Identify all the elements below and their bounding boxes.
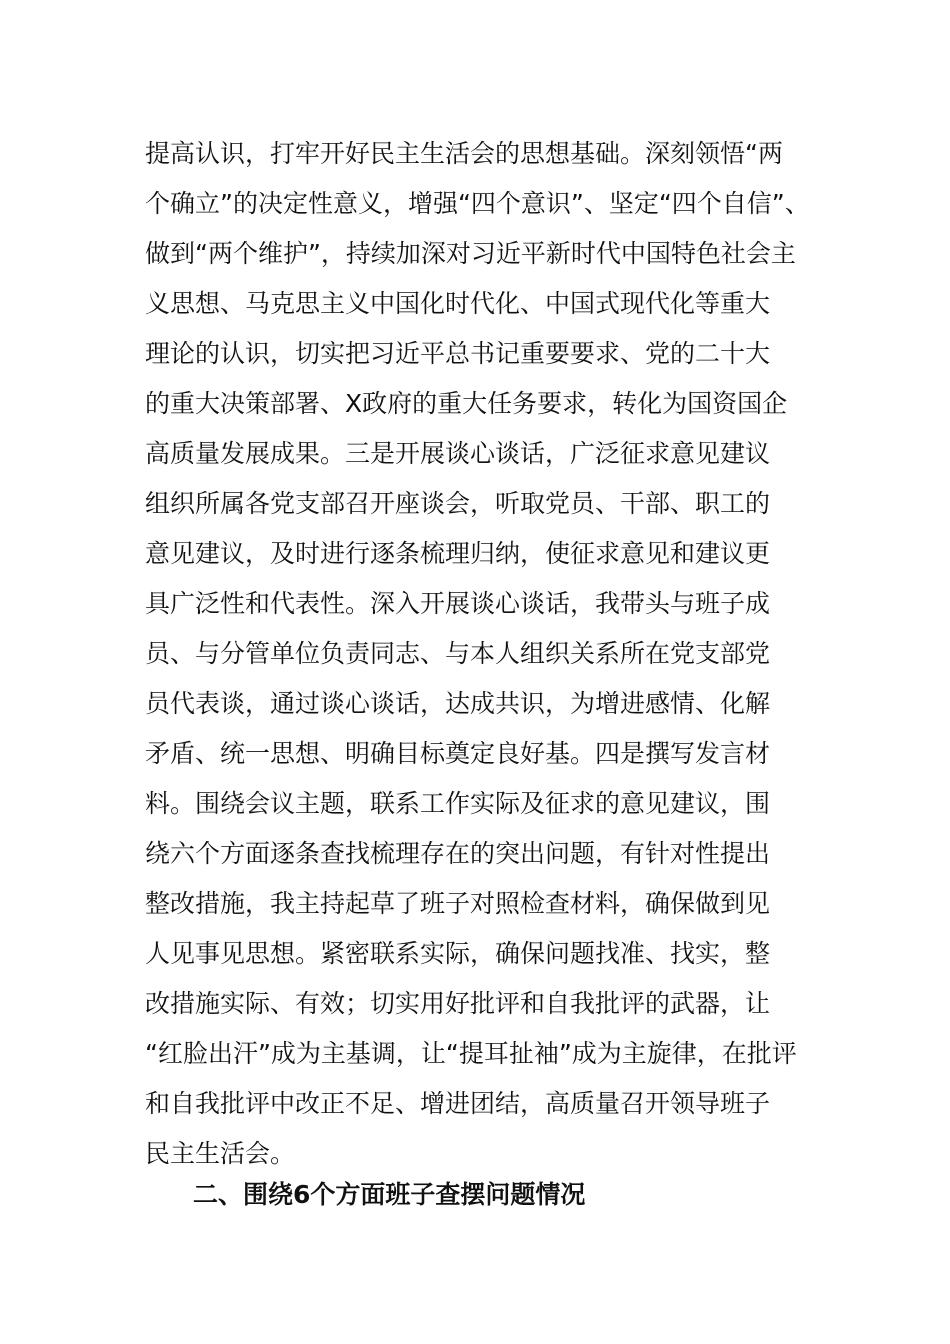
- text-line: 和自我批评中改正不足、增进团结，高质量召开领导班子: [145, 1089, 771, 1118]
- text-line: 员代表谈，通过谈心谈话，达成共识，为增进感情、化解: [145, 689, 771, 718]
- text-line: 具广泛性和代表性。深入开展谈心谈话，我带头与班子成: [145, 589, 771, 618]
- text-line: 矛盾、统一思想、明确目标奠定良好基。四是撰写发言材: [145, 739, 771, 768]
- text-line: “红脸出汗”成为主基调，让“提耳扯袖”成为主旋律，在批评: [145, 1039, 797, 1068]
- text-line: 理论的认识，切实把习近平总书记重要要求、党的二十大: [145, 339, 771, 368]
- text-line: 人见事见思想。紧密联系实际，确保问题找准、找实，整: [145, 939, 771, 968]
- text-line: 料。围绕会议主题，联系工作实际及征求的意见建议，围: [145, 789, 771, 818]
- text-line: 义思想、马克思主义中国化时代化、中国式现代化等重大: [145, 289, 771, 318]
- text-line: 高质量发展成果。三是开展谈心谈话，广泛征求意见建议: [145, 439, 771, 468]
- text-line: 整改措施，我主持起草了班子对照检查材料，确保做到见: [145, 889, 771, 918]
- text-line: 意见建议，及时进行逐条梳理归纳，使征求意见和建议更: [145, 539, 771, 568]
- text-line: 民主生活会。: [145, 1139, 296, 1168]
- text-line: 做到“两个维护”，持续加深对习近平新时代中国特色社会主: [145, 239, 796, 268]
- body-paragraph: [145, 129, 810, 1179]
- text-line: 组织所属各党支部召开座谈会，听取党员、干部、职工的: [145, 489, 771, 518]
- text-line: 提高认识，打牢开好民主生活会的思想基础。深刻领悟“两: [145, 139, 783, 168]
- text-line: 员、与分管单位负责同志、与本人组织关系所在党支部党: [145, 639, 771, 668]
- text-line: 的重大决策部署、X政府的重大任务要求，转化为国资国企: [145, 389, 788, 418]
- text-line: 个确立”的决定性意义，增强“四个意识”、坚定“四个自信”、: [145, 189, 810, 218]
- text-line: 绕六个方面逐条查找梳理存在的突出问题，有针对性提出: [145, 839, 771, 868]
- text-line: 改措施实际、有效；切实用好批评和自我批评的武器，让: [145, 989, 771, 1018]
- section-heading: 二、围绕6个方面班子查摆问题情况: [193, 1180, 586, 1209]
